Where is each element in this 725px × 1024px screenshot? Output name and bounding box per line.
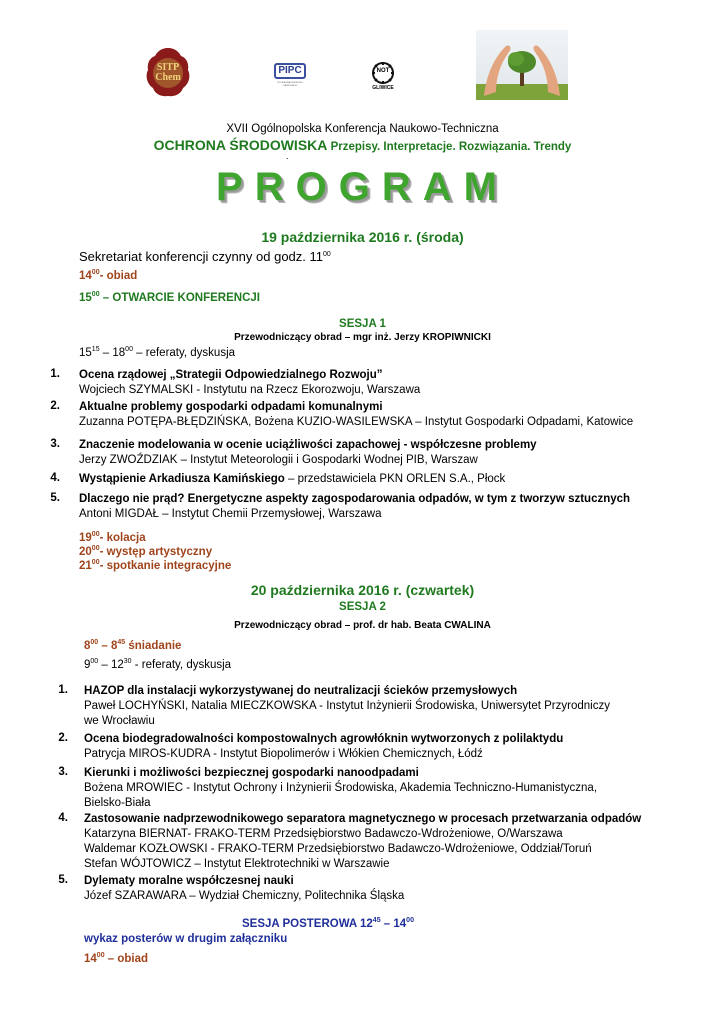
- not-logo-text: NOT: [376, 68, 390, 74]
- s2-time-start-min: 00: [90, 658, 99, 665]
- day2-date: 20 października 2016 r. (czwartek): [250, 582, 475, 598]
- ev2-label: - występ artystyczny: [99, 546, 213, 558]
- session2-title: SESJA 2: [339, 601, 386, 613]
- session1-title: SESJA 1: [339, 318, 386, 330]
- poster-end: – 14: [380, 918, 407, 930]
- d2-item3-authors-1: Bożena MROWIEC - Instytut Ochrony i Inżynierii Środowiska, Akademia Techniczno-Humanistyczna,: [84, 782, 598, 794]
- session2-time: [84, 659, 231, 671]
- d1-item1-title: Ocena rządowej „Strategii Odpowiedzialnego Rozwoju”: [79, 369, 383, 381]
- d1-item3: [79, 438, 537, 468]
- pipc-logo-text: PIPC: [278, 65, 302, 76]
- day1-date: 19 października 2016 r. (środa): [261, 229, 464, 245]
- sitp-chem-logo-text: SITP Chem: [155, 62, 181, 83]
- ev1-label: - kolacja: [99, 532, 146, 544]
- day1-opening-label: – OTWARCIE KONFERENCJI: [99, 292, 260, 304]
- evening-item-meeting: [79, 559, 231, 573]
- d1-item2-number: 2.: [50, 400, 60, 412]
- d2-item5-authors-1: Józef SZARAWARA – Wydział Chemiczny, Politechnika Śląska: [84, 890, 405, 902]
- program-heading: PROGRAM: [216, 165, 509, 209]
- s2-time-start: 9: [84, 659, 91, 671]
- d1-item4-rest: – przedstawiciela PKN ORLEN S.A., Płock: [284, 473, 506, 485]
- evening-schedule: [79, 531, 231, 573]
- d2-item1: [84, 684, 610, 729]
- s1-time-start-min: 15: [91, 346, 100, 353]
- s2-time-end: – 12: [98, 659, 124, 671]
- d2-item2-title: Ocena biodegradowalności kompostowalnych agrowłóknin wytworzonych z polilaktydu: [84, 733, 564, 745]
- d2-item5-number: 5.: [58, 874, 68, 886]
- conference-name: XVII Ogólnopolska Konferencja Naukowo-Techniczna: [226, 123, 499, 135]
- day1-opening-hour: 15: [79, 292, 92, 304]
- d1-item1: [79, 368, 420, 398]
- conference-subtitle: Przepisy. Interpretacje. Rozwiązania. Trendy: [330, 141, 572, 153]
- d1-item3-number: 3.: [50, 438, 60, 450]
- secretariat-note: [79, 249, 331, 264]
- d2-item2-number: 2.: [58, 732, 68, 744]
- pipc-logo: [272, 62, 308, 92]
- d2-item1-number: 1.: [58, 684, 68, 696]
- not-gliwice-logo: [366, 62, 400, 92]
- d2-item1-authors-1: Paweł LOCHYŃSKI, Natalia MIECZKOWSKA - Instytut Inżynierii Środowiska, Uniwersytet Przyrodniczy: [84, 700, 610, 712]
- bf-end-min: 45: [117, 639, 126, 646]
- d1-item5-authors: Antoni MIGDAŁ – Instytut Chemii Przemysłowej, Warszawa: [79, 508, 382, 520]
- ev1-hour: 19: [79, 532, 92, 544]
- d1-item2-authors: Zuzanna POTĘPA-BŁĘDZIŃSKA, Bożena KUZIO-WASILEWSKA – Instytut Gospodarki Odpadami, Katowice: [79, 416, 634, 428]
- conference-title-line: [0, 137, 725, 153]
- bf-label: śniadanie: [125, 640, 182, 652]
- d2-item5: [84, 874, 404, 904]
- secretariat-text: Sekretariat konferencji czynny od godz. 11: [79, 249, 324, 264]
- d2-item4-authors-3: Stefan WÓJTOWICZ – Instytut Elektrotechniki w Warszawie: [84, 858, 390, 870]
- d2-item3-number: 3.: [58, 766, 68, 778]
- d2-lunch-hour: 14: [84, 953, 97, 965]
- s2-time-label: - referaty, dyskusja: [131, 659, 232, 671]
- ev1-min: 00: [91, 531, 100, 538]
- d1-item4-title: Wystąpienie Arkadiusza Kamińskiego: [79, 473, 285, 485]
- s1-time-end: – 18: [99, 347, 126, 359]
- d1-item5-number: 5.: [50, 492, 60, 504]
- d2-lunch-min: 00: [96, 952, 105, 959]
- d1-item4: [79, 472, 505, 487]
- d1-item1-number: 1.: [50, 368, 60, 380]
- day1-lunch-hour: 14: [79, 270, 92, 282]
- ev2-min: 00: [91, 545, 100, 552]
- ev3-label: - spotkanie integracyjne: [99, 560, 232, 572]
- not-logo-subtext: GLIWICE: [372, 85, 394, 91]
- bf-end: – 8: [98, 640, 118, 652]
- d2-item2-authors-1: Patrycja MIROS-KUDRA - Instytut Biopolimerów i Włókien Chemicznych, Łódź: [84, 748, 483, 760]
- session2-chair: Przewodniczący obrad – prof. dr hab. Beata CWALINA: [234, 620, 491, 631]
- poster-end-min: 00: [406, 917, 414, 924]
- d1-item3-authors: Jerzy ZWOŹDZIAK – Instytut Meteorologii i Gospodarki Wodnej PIB, Warszaw: [79, 454, 478, 466]
- conference-title: OCHRONA ŚRODOWISKA: [153, 137, 328, 153]
- d2-item3-title: Kierunki i możliwości bezpiecznej gospodarki nanoodpadami: [84, 767, 419, 779]
- d2-lunch-label: – obiad: [104, 953, 149, 965]
- ev3-min: 00: [91, 559, 100, 566]
- secretariat-time-sup: 00: [323, 251, 331, 258]
- ev3-hour: 21: [79, 560, 92, 572]
- d2-item3: [84, 766, 597, 811]
- day1-lunch-label: - obiad: [99, 270, 138, 282]
- d2-item4-authors-2: Waldemar KOZŁOWSKI - FRAKO-TERM Przedsiębiorstwo Badawczo-Wdrożeniowe, Oddział/Toruń: [84, 843, 592, 855]
- s1-time-start: 15: [79, 347, 92, 359]
- s1-time-end-min: 00: [125, 346, 133, 353]
- d1-item3-title: Znaczenie modelowania w ocenie uciążliwości zapachowej - współczesne problemy: [79, 439, 537, 451]
- d2-item2: [84, 732, 563, 762]
- day1-lunch: [79, 270, 137, 282]
- day2-lunch: [84, 953, 148, 965]
- poster-start-min: 45: [372, 917, 381, 924]
- d2-item4-authors-1: Katarzyna BIERNAT- FRAKO-TERM Przedsiębiorstwo Badawczo-Wdrożeniowe, O/Warszawa: [84, 828, 563, 840]
- bf-start-min: 00: [90, 639, 99, 646]
- d1-item5: [79, 492, 630, 522]
- d1-item2-title: Aktualne problemy gospodarki odpadami komunalnymi: [79, 401, 383, 413]
- d1-item5-title: Dlaczego nie prąd? Energetyczne aspekty zagospodarowania odpadów, w tym z tworzyw sztucznych: [79, 493, 631, 505]
- d2-item1-authors-2: we Wrocławiu: [84, 715, 155, 727]
- d2-item4-title: Zastosowanie nadprzewodnikowego separatora magnetycznego w procesach przetwarzania odpadów: [84, 813, 642, 825]
- day1-lunch-min: 00: [91, 269, 100, 276]
- day1-opening: [79, 292, 260, 304]
- session1-time: [79, 347, 235, 359]
- poster-list-note: wykaz posterów w drugim załączniku: [84, 933, 288, 945]
- ev2-hour: 20: [79, 546, 92, 558]
- d1-item1-authors: Wojciech SZYMALSKI - Instytutu na Rzecz Ekorozwoju, Warszawa: [79, 384, 421, 396]
- sitp-chem-logo: [145, 46, 191, 98]
- evening-item-dinner: [79, 531, 231, 545]
- d2-item3-authors-2: Bielsko-Biała: [84, 797, 151, 809]
- evening-item-performance: [79, 545, 231, 559]
- d2-item4-number: 4.: [58, 812, 68, 824]
- d2-item4: [84, 812, 641, 872]
- tree-in-hands-photo: [476, 30, 568, 100]
- s2-time-end-min: 30: [123, 658, 132, 665]
- poster-session-title: [242, 918, 414, 930]
- d1-item4-number: 4.: [50, 472, 60, 484]
- pipc-logo-subtext: POLSKA IZBA PRZEMYSŁU CHEMICZNEGO: [277, 82, 303, 87]
- d2-item1-title: HAZOP dla instalacji wykorzystywanej do neutralizacji ścieków przemysłowych: [84, 685, 518, 697]
- header-dot: .: [286, 151, 289, 161]
- s1-time-label: – referaty, dyskusja: [132, 347, 236, 359]
- day1-opening-min: 00: [91, 291, 100, 298]
- day2-breakfast: [84, 640, 181, 652]
- poster-start: SESJA POSTEROWA 12: [242, 918, 373, 930]
- session1-chair: Przewodniczący obrad – mgr inż. Jerzy KROPIWNICKI: [234, 332, 491, 343]
- bf-start: 8: [84, 640, 91, 652]
- d1-item2: [79, 400, 633, 430]
- d2-item5-title: Dylematy moralne współczesnej nauki: [84, 875, 294, 887]
